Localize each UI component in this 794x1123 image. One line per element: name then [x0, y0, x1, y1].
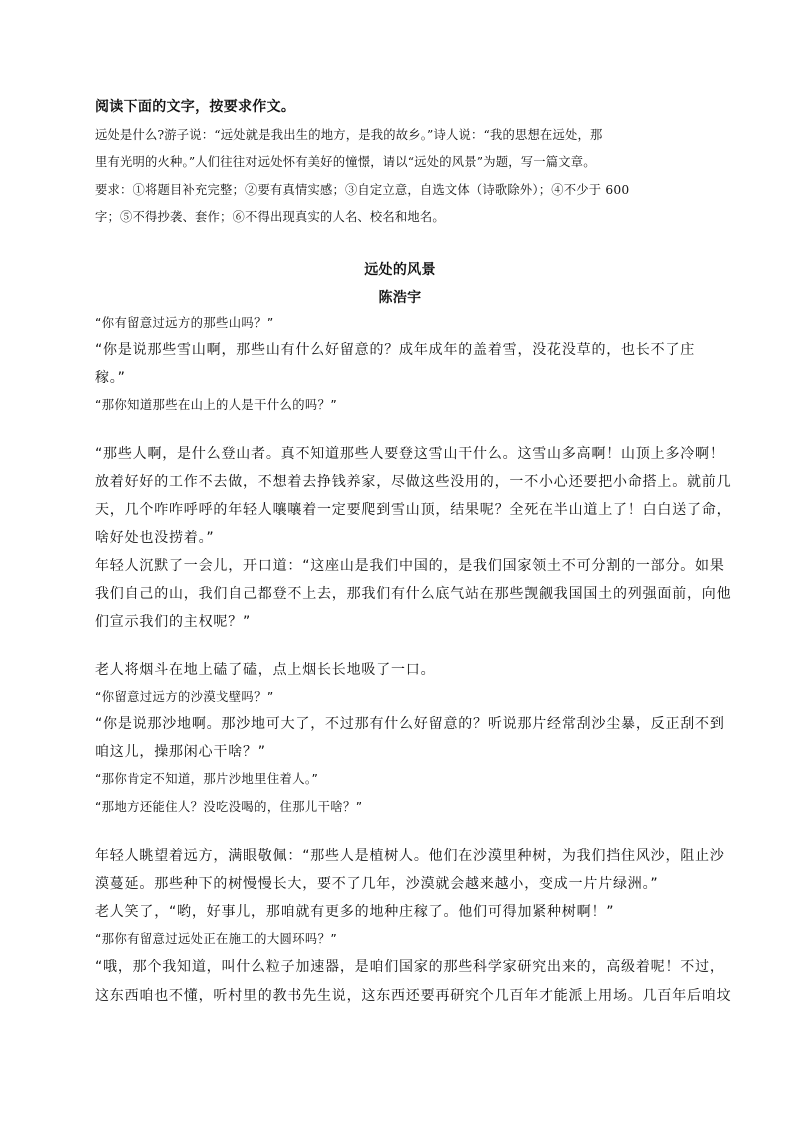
essay-line: 老人笑了，“哟，好事儿，那咱就有更多的地种庄稼了。他们可得加紧种树啊！” [95, 904, 615, 920]
essay-line: 年轻人沉默了一会儿，开口道：“这座山是我们中国的，是我们国家领土不可分割的一部分。如果 [95, 558, 725, 574]
essay-line: 们宣示我们的主权呢？” [95, 614, 252, 630]
essay-line: “你留意过远方的沙漠戈壁吗？” [95, 690, 274, 704]
essay-line: “那些人啊，是什么登山者。真不知道那些人要登这雪山干什么。这雪山多高啊！山顶上多冷啊！ [95, 446, 725, 462]
essay-line: 稼。” [95, 370, 126, 386]
essay-title: 远处的风景 [364, 262, 436, 278]
prompt-line: 里有光明的火种。”人们往往对远处怀有美好的憧憬，请以“远处的风景”为题，写一篇文章。 [95, 155, 596, 169]
essay-line: 年轻人眺望着远方，满眼敬佩：“那些人是植树人。他们在沙漠里种树，为我们挡住风沙，阻止沙 [95, 848, 725, 864]
essay-line: “那你肯定不知道，那片沙地里住着人。” [95, 772, 319, 786]
prompt-title: 阅读下面的文字，按要求作文。 [95, 99, 296, 115]
essay-line: 漠蔓延。那些种下的树慢慢长大，要不了几年，沙漠就会越来越小，变成一片片绿洲。” [95, 876, 659, 892]
essay-line: 这东西咱也不懂，听村里的教书先生说，这东西还要再研究个几百年才能派上用场。几百年后咱坟 [95, 988, 732, 1004]
essay-line: “你有留意过远方的那些山吗？” [95, 316, 274, 330]
essay-line: “那你知道那些在山上的人是干什么的吗？” [95, 398, 338, 412]
essay-author: 陈浩宇 [378, 290, 422, 306]
essay-line: 天，几个咋咋呼呼的年轻人嚷嚷着一定要爬到雪山顶，结果呢？全死在半山道上了！白白送了命， [95, 502, 732, 518]
prompt-line: 远处是什么?游子说：“远处就是我出生的地方，是我的故乡。”诗人说：“我的思想在远处，那 [95, 128, 603, 142]
essay-line: 我们自己的山，我们自己都登不上去，那我们有什么底气站在那些觊觎我国国土的列强面前，向他 [95, 586, 732, 602]
essay-line: 放着好好的工作不去做，不想着去挣钱养家，尽做这些没用的，一不小心还要把小命搭上。就前几 [95, 474, 732, 490]
essay-line: 老人将烟斗在地上磕了磕，点上烟长长地吸了一口。 [95, 662, 436, 678]
prompt-line: 字；⑤不得抄袭、套作；⑥不得出现真实的人名、校名和地名。 [95, 210, 445, 224]
essay-line: “你是说那些雪山啊，那些山有什么好留意的？成年成年的盖着雪，没花没草的，也长不了庄 [95, 342, 696, 358]
essay-line: 咱这儿，操那闲心干啥？” [95, 744, 266, 760]
document-page [95, 0, 732, 1123]
essay-line: 啥好处也没捞着。” [95, 530, 215, 546]
essay-line: “那地方还能住人？没吃没喝的，住那儿干啥？” [95, 800, 363, 814]
prompt-line: 要求：①将题目补充完整；②要有真情实感；③自定立意，自选文体（诗歌除外）；④不少于 600 [95, 183, 630, 197]
essay-line: “哦，那个我知道，叫什么粒子加速器，是咱们国家的那些科学家研究出来的，高级着呢！不过， [95, 959, 725, 975]
essay-line: “那你有留意过远处正在施工的大圆环吗？” [95, 932, 338, 946]
essay-line: “你是说那沙地啊。那沙地可大了，不过那有什么好留意的？听说那片经常刮沙尘暴，反正刮不到 [95, 716, 725, 732]
